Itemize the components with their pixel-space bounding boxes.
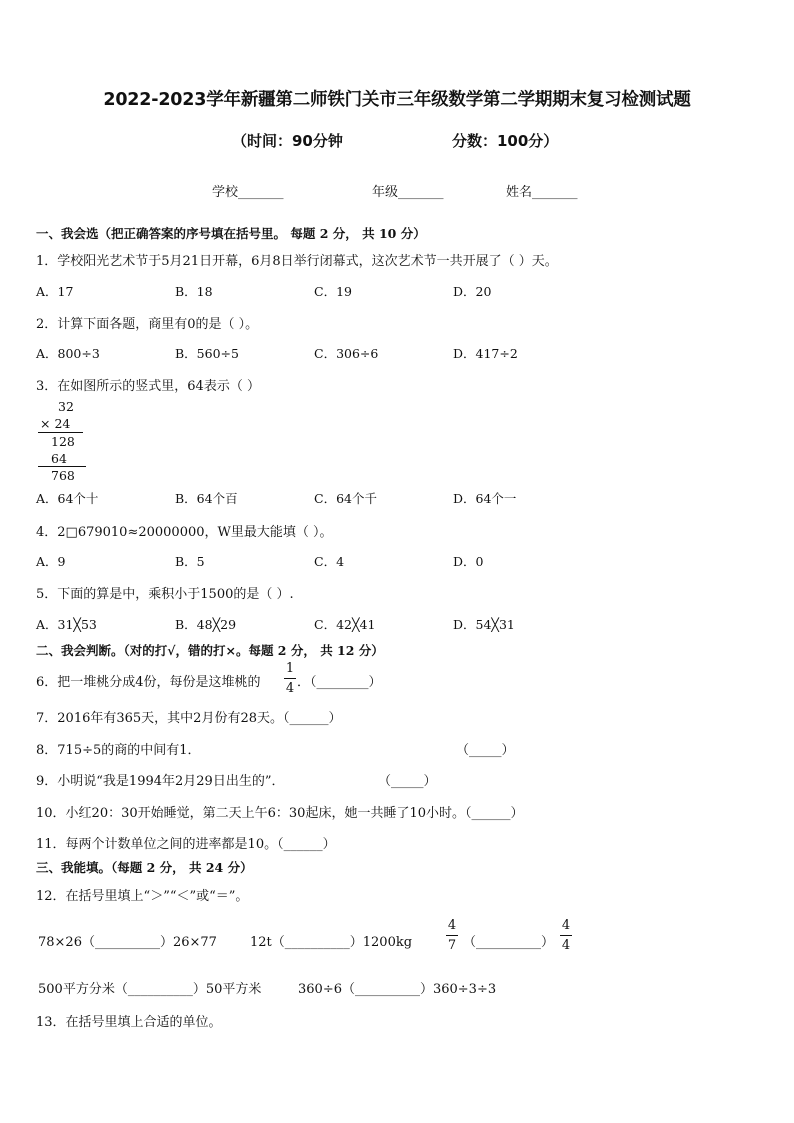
q1-option-c: C．19 bbox=[314, 284, 352, 299]
q12-fraction-left-denominator: 7 bbox=[447, 938, 457, 953]
q12-item-5: 360÷6（__________）360÷3÷3 bbox=[298, 982, 497, 997]
q12-item-1: 78×26（__________）26×77 bbox=[38, 935, 217, 950]
q5-option-b: B．48╳29 bbox=[175, 617, 237, 632]
q12-item-2: 12t（__________）1200kg bbox=[250, 935, 413, 950]
question-6-blank: ．（________） bbox=[297, 675, 382, 690]
q3-option-c: C．64个千 bbox=[314, 491, 377, 506]
question-7: 7．2016年有365天，其中2月份有28天。（______） bbox=[36, 711, 342, 726]
question-10: 10．小红20：30开始睡觉，第二天上午6：30起床，她一共睡了10小时。（______） bbox=[36, 806, 524, 821]
q12-item-3-blank: （__________） bbox=[463, 935, 555, 950]
q5-option-d: D．54╳31 bbox=[453, 617, 515, 632]
question-13: 13．在括号里填上合适的单位。 bbox=[36, 1015, 222, 1030]
q12-fraction-right-bar bbox=[560, 935, 572, 936]
q6-fraction-denominator: 4 bbox=[285, 681, 295, 696]
exam-time: （时间：90分钟 bbox=[232, 132, 343, 150]
vertical-product: 768 bbox=[51, 468, 75, 483]
vertical-partial-2: 64 bbox=[51, 451, 67, 466]
section-2-heading: 二、我会判断。（对的打√，错的打×。每题 2 分， 共 12 分） bbox=[36, 643, 384, 658]
q4-option-a: A．9 bbox=[36, 554, 66, 569]
q12-fraction-right-denominator: 4 bbox=[561, 938, 571, 953]
q5-option-c: C．42╳41 bbox=[314, 617, 376, 632]
exam-score: 分数：100分） bbox=[452, 132, 559, 150]
question-2: 2．计算下面各题，商里有0的是（ ）。 bbox=[36, 317, 259, 332]
q1-option-d: D．20 bbox=[453, 284, 492, 299]
question-4: 4．2□679010≈20000000，W里最大能填（ ）。 bbox=[36, 525, 333, 540]
q6-fraction-numerator: 1 bbox=[285, 661, 295, 676]
q12-fraction-right bbox=[560, 917, 572, 954]
q12-fraction-left-bar bbox=[446, 935, 458, 936]
q2-option-a: A．800÷3 bbox=[36, 346, 100, 361]
page-title: 2022-2023学年新疆第二师铁门关市三年级数学第二学期期末复习检测试题 bbox=[103, 90, 691, 110]
question-8: 8．715÷5的商的中间有1． bbox=[36, 743, 201, 758]
question-9-blank: （_____） bbox=[378, 774, 437, 789]
question-9: 9．小明说“我是1994年2月29日出生的”． bbox=[36, 774, 285, 789]
question-1: 1．学校阳光艺术节于5月21日开幕，6月8日举行闭幕式，这次艺术节一共开展了（ ）天。 bbox=[36, 254, 558, 269]
q3-option-b: B．64个百 bbox=[175, 491, 238, 506]
vertical-multiplier: × 24 bbox=[40, 416, 71, 431]
vertical-rule-2 bbox=[38, 466, 86, 467]
q12-item-4: 500平方分米（__________）50平方米 bbox=[38, 982, 262, 997]
q12-fraction-left bbox=[446, 917, 458, 954]
q2-option-c: C．306÷6 bbox=[314, 346, 379, 361]
q12-fraction-left-numerator: 4 bbox=[447, 918, 457, 933]
question-5: 5．下面的算是中，乘积小于1500的是（ ）. bbox=[36, 587, 294, 602]
q6-fraction bbox=[284, 660, 296, 697]
q1-option-a: A．17 bbox=[36, 284, 74, 299]
vertical-multiplicand: 32 bbox=[58, 399, 74, 414]
question-11: 11．每两个计数单位之间的进率都是10。（______） bbox=[36, 837, 336, 852]
vertical-rule-1 bbox=[38, 432, 83, 433]
q3-option-a: A．64个十 bbox=[36, 491, 99, 506]
question-8-blank: （_____） bbox=[456, 743, 515, 758]
q4-option-b: B．5 bbox=[175, 554, 205, 569]
school-field: 学校_______ bbox=[212, 185, 284, 200]
q5-option-a: A．31╳53 bbox=[36, 617, 97, 632]
q12-fraction-right-numerator: 4 bbox=[561, 918, 571, 933]
q3-option-d: D．64个一 bbox=[453, 491, 517, 506]
q4-option-c: C．4 bbox=[314, 554, 345, 569]
vertical-partial-1: 128 bbox=[51, 434, 75, 449]
name-field: 姓名_______ bbox=[506, 185, 578, 200]
question-12: 12．在括号里填上“＞”“＜”或“＝”。 bbox=[36, 889, 249, 904]
question-6-text: 6．把一堆桃分成4份，每份是这堆桃的 bbox=[36, 675, 261, 690]
section-3-heading: 三、我能填。（每题 2 分， 共 24 分） bbox=[36, 860, 253, 875]
q4-option-d: D．0 bbox=[453, 554, 484, 569]
q6-fraction-bar bbox=[284, 678, 296, 679]
question-3: 3．在如图所示的竖式里，64表示（ ） bbox=[36, 379, 260, 394]
q2-option-b: B．560÷5 bbox=[175, 346, 239, 361]
section-1-heading: 一、我会选（把正确答案的序号填在括号里。 每题 2 分， 共 10 分） bbox=[36, 226, 426, 241]
q2-option-d: D．417÷2 bbox=[453, 346, 518, 361]
grade-field: 年级_______ bbox=[372, 185, 444, 200]
q1-option-b: B．18 bbox=[175, 284, 213, 299]
